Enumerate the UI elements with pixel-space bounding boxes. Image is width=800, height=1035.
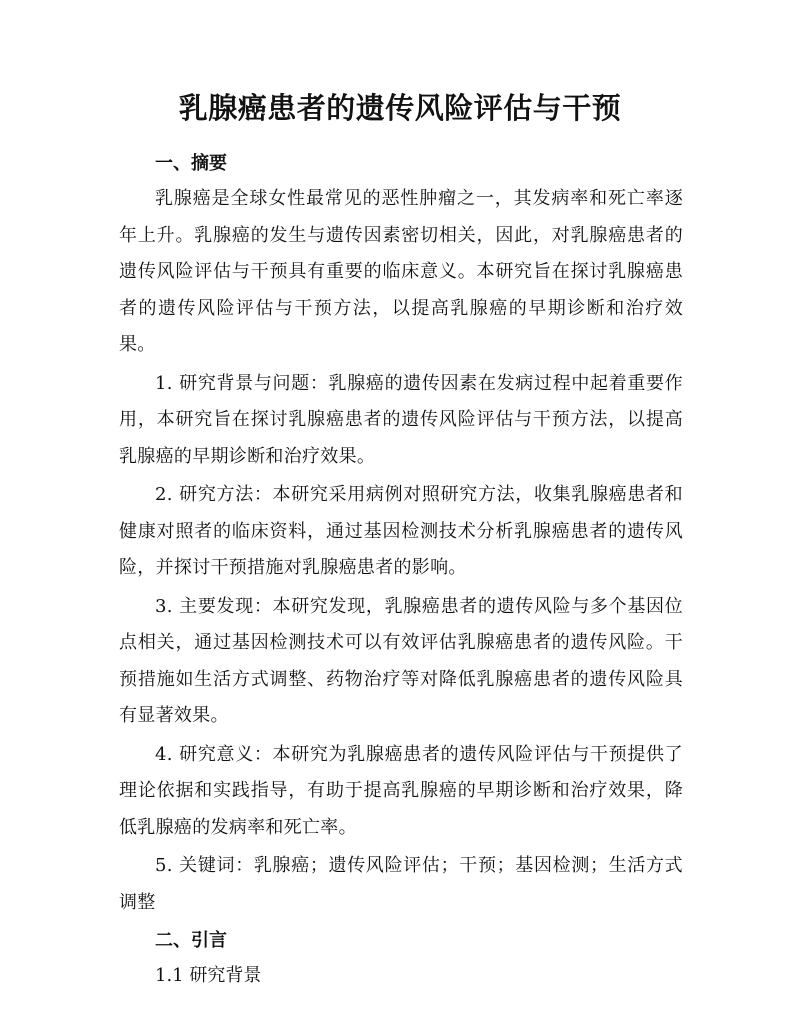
intro-subheading-1-1: 1.1 研究背景 [155, 965, 262, 986]
abstract-heading: 一、摘要 [155, 153, 227, 174]
abstract-item-2: 2. 研究方法：本研究采用病例对照研究方法，收集乳腺癌患者和健康对照者的临床资料，通过基因检测技术分析乳腺癌患者的遗传风险，并探讨干预措施对乳腺癌患者的影响。 [119, 484, 683, 578]
abstract-item-1: 1. 研究背景与问题：乳腺癌的遗传因素在发病过程中起着重要作用，本研究旨在探讨乳腺癌患者的遗传风险评估与干预方法，以提高乳腺癌的早期诊断和治疗效果。 [119, 372, 683, 467]
intro-heading: 二、引言 [155, 930, 227, 951]
abstract-item-3: 3. 主要发现：本研究发现，乳腺癌患者的遗传风险与多个基因位点相关，通过基因检测技术可以有效评估乳腺癌患者的遗传风险。干预措施如生活方式调整、药物治疗等对降低乳腺癌患者的遗传风险具有显著效果。 [119, 595, 683, 726]
document-title: 乳腺癌患者的遗传风险评估与干预 [178, 91, 622, 125]
document-body [119, 146, 683, 994]
abstract-item-5: 5. 关键词：乳腺癌；遗传风险评估；干预；基因检测；生活方式调整 [119, 855, 683, 913]
abstract-paragraph: 乳腺癌是全球女性最常见的恶性肿瘤之一，其发病率和死亡率逐年上升。乳腺癌的发生与遗传因素密切相关，因此，对乳腺癌患者的遗传风险评估与干预具有重要的临床意义。本研究旨在探讨乳腺癌患者的遗传风险评估与干预方法，以提高乳腺癌的早期诊断和治疗效果。 [119, 188, 683, 355]
abstract-item-4: 4. 研究意义：本研究为乳腺癌患者的遗传风险评估与干预提供了理论依据和实践指导，有助于提高乳腺癌的早期诊断和治疗效果，降低乳腺癌的发病率和死亡率。 [119, 743, 683, 838]
